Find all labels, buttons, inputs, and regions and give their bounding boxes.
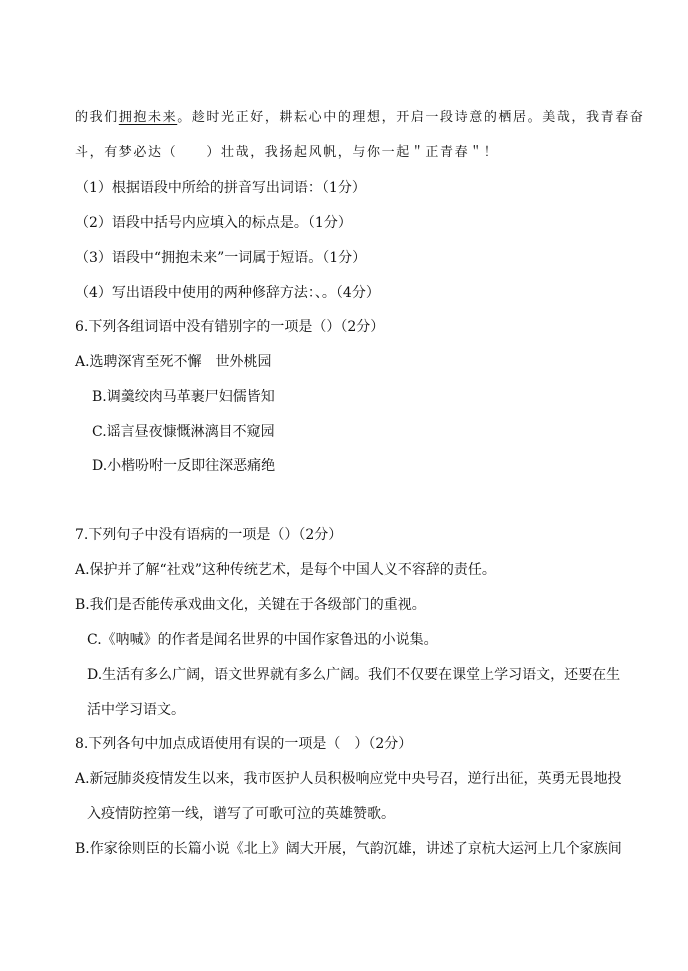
- passage-line-1-post: 。趁时光正好，耕耘心中的理想，开启一段诗意的栖居。美哉，我青春奋: [177, 110, 645, 125]
- q8-stem: 8.下列各句中加点成语使用有误的一项是（ ）（2分）: [75, 736, 413, 752]
- q5-sub-4: （4）写出语段中使用的两种修辞方法：、。（4分）: [75, 285, 380, 301]
- passage-line-1: [75, 108, 644, 128]
- q7-stem: 7.下列句子中没有语病的一项是（）（2分）: [75, 527, 343, 543]
- passage-line-1-pre: 的我们: [75, 110, 119, 125]
- q7-option-a: A.保护并了解“社戏”这种传统艺术，是每个中国人义不容辞的责任。: [75, 562, 496, 578]
- q6-option-a: A.选聘深宵至死不懈 世外桃园: [75, 354, 272, 370]
- q6-stem: 6.下列各组词语中没有错别字的一项是（）（2分）: [75, 319, 385, 335]
- q6-option-d: D.小楷吩咐一反即往深恶痛绝: [92, 458, 276, 474]
- q5-sub-2: （2）语段中括号内应填入的标点是。（1分）: [75, 215, 352, 231]
- q8-option-b-line-1: B.作家徐则臣的长篇小说《北上》阔大开展，气韵沉雄，讲述了京杭大运河上几个家族间: [75, 841, 622, 857]
- q6-option-c: C.谣言昼夜慷慨淋漓目不窥园: [92, 424, 275, 440]
- q7-option-b: B.我们是否能传承戏曲文化，关键在于各级部门的重视。: [75, 597, 426, 613]
- q7-option-d-line-2: 活中学习语文。: [87, 702, 185, 718]
- q8-option-a-line-1: A.新冠肺炎疫情发生以来，我市医护人员积极响应党中央号召，逆行出征，英勇无畏地投: [75, 771, 622, 787]
- q8-option-a-line-2: 入疫情防控第一线，谱写了可歌可泣的英雄赞歌。: [87, 806, 395, 822]
- q6-option-b: B.调羹绞肉马革裹尸妇儒皆知: [92, 389, 275, 405]
- q5-sub-3: （3）语段中“拥抱未来”一词属于短语。（1分）: [75, 250, 367, 266]
- passage-line-2: 斗，有梦必达（ ）壮哉，我扬起风帆，与你一起＂正青春＂！: [75, 145, 499, 160]
- q7-option-d-line-1: D.生活有多么广阔，语文世界就有多么广阔。我们不仅要在课堂上学习语文，还要在生: [87, 667, 621, 683]
- underlined-phrase: 拥抱未来: [118, 110, 178, 125]
- q7-option-c: C.《呐喊》的作者是闻名世界的中国作家鲁迅的小说集。: [87, 632, 438, 648]
- q5-sub-1: （1）根据语段中所给的拼音写出词语：（1分）: [75, 180, 366, 196]
